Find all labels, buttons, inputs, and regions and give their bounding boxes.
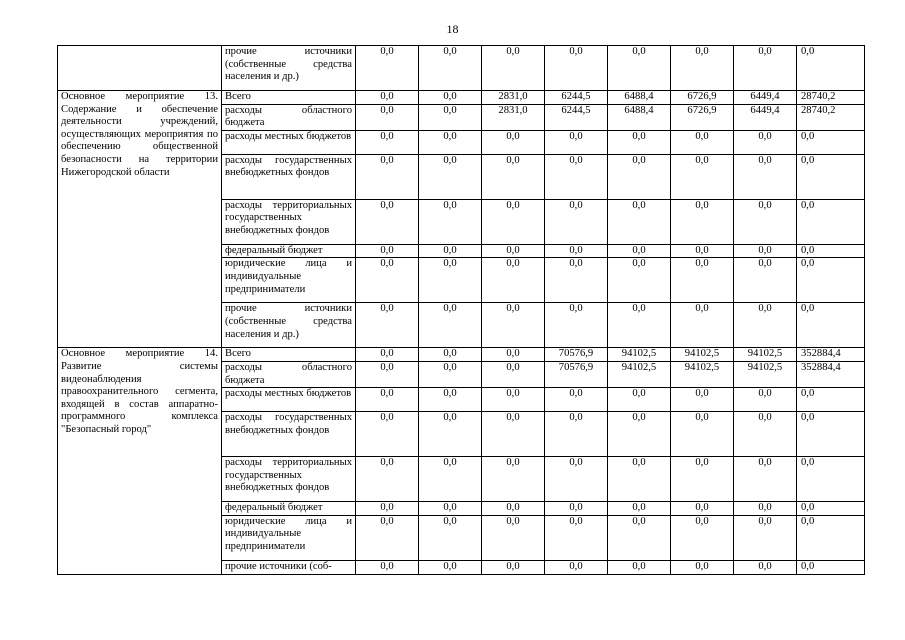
amount-cell: 0,0 [545,502,608,516]
amount-cell: 0,0 [482,130,545,154]
funding-source-cell: расходы местных бюджетов [222,130,356,154]
funding-source-cell: расходы областного бюджета [222,104,356,130]
amount-cell: 0,0 [608,199,671,244]
measure-title-cell: Основное мероприятие 14. Развитие системы видеонаблюдения правоохранительного сегмента, входящей в состав аппаратно-программного комплекса "Безопасный город" [58,348,222,574]
amount-cell: 0,0 [797,457,865,502]
funding-source-cell: расходы территориальных государственных внебюджетных фондов [222,457,356,502]
measure-cell-empty [58,46,222,91]
amount-cell: 0,0 [797,46,865,91]
table-row [58,348,865,362]
amount-cell: 0,0 [419,502,482,516]
amount-cell: 0,0 [482,199,545,244]
amount-cell: 0,0 [671,412,734,457]
amount-cell: 0,0 [356,412,419,457]
amount-cell: 0,0 [356,502,419,516]
amount-cell: 0,0 [671,457,734,502]
amount-cell: 0,0 [608,154,671,199]
amount-cell: 0,0 [419,303,482,348]
amount-cell: 0,0 [734,258,797,303]
amount-cell: 0,0 [734,244,797,258]
funding-source-cell: расходы государственных внебюджетных фондов [222,412,356,457]
amount-cell: 0,0 [482,457,545,502]
amount-cell: 0,0 [482,502,545,516]
funding-source-cell: расходы государственных внебюджетных фондов [222,154,356,199]
amount-cell: 0,0 [545,303,608,348]
table-row [58,46,865,91]
funding-source-cell: прочие источники (собственные средства населения и др.) [222,303,356,348]
amount-cell: 0,0 [608,303,671,348]
amount-cell: 0,0 [608,412,671,457]
measure-title-cell: Основное мероприятие 13. Содержание и обеспечение деятельности учреждений, осуществляющих мероприятия по обеспечению общественной безопасности на территории Нижегородской области [58,91,222,348]
amount-cell: 0,0 [356,348,419,362]
amount-cell: 0,0 [419,388,482,412]
amount-cell: 94102,5 [671,361,734,387]
funding-source-cell: Всего [222,91,356,105]
amount-cell: 70576,9 [545,361,608,387]
amount-cell: 0,0 [608,388,671,412]
amount-cell: 0,0 [797,258,865,303]
amount-cell: 0,0 [356,130,419,154]
amount-cell: 0,0 [356,361,419,387]
amount-cell: 0,0 [608,502,671,516]
amount-cell: 0,0 [356,388,419,412]
amount-cell: 0,0 [608,515,671,560]
amount-cell: 0,0 [734,515,797,560]
amount-cell: 0,0 [545,244,608,258]
amount-cell: 0,0 [797,199,865,244]
amount-cell: 6449,4 [734,91,797,105]
amount-cell: 0,0 [671,244,734,258]
amount-cell: 94102,5 [734,348,797,362]
amount-cell: 0,0 [797,560,865,574]
amount-cell: 0,0 [482,515,545,560]
amount-cell: 0,0 [797,130,865,154]
amount-cell: 0,0 [545,515,608,560]
amount-cell: 0,0 [356,244,419,258]
amount-cell: 0,0 [482,388,545,412]
funding-source-cell: расходы территориальных государственных внебюджетных фондов [222,199,356,244]
amount-cell: 0,0 [734,46,797,91]
amount-cell: 0,0 [797,244,865,258]
amount-cell: 0,0 [356,515,419,560]
amount-cell: 6244,5 [545,91,608,105]
amount-cell: 0,0 [734,199,797,244]
amount-cell: 0,0 [419,457,482,502]
amount-cell: 0,0 [356,199,419,244]
amount-cell: 0,0 [734,502,797,516]
amount-cell: 0,0 [419,560,482,574]
funding-source-cell: прочие источники (соб- [222,560,356,574]
amount-cell: 0,0 [419,46,482,91]
amount-cell: 0,0 [419,130,482,154]
amount-cell: 0,0 [671,515,734,560]
amount-cell: 94102,5 [671,348,734,362]
amount-cell: 0,0 [419,244,482,258]
amount-cell: 6488,4 [608,104,671,130]
amount-cell: 0,0 [482,412,545,457]
amount-cell: 0,0 [419,515,482,560]
amount-cell: 0,0 [797,388,865,412]
amount-cell: 0,0 [734,457,797,502]
amount-cell: 0,0 [734,388,797,412]
amount-cell: 6244,5 [545,104,608,130]
page-number: 18 [446,22,459,36]
funding-source-cell: расходы местных бюджетов [222,388,356,412]
amount-cell: 0,0 [419,154,482,199]
amount-cell: 6726,9 [671,104,734,130]
amount-cell: 0,0 [356,154,419,199]
amount-cell: 0,0 [734,130,797,154]
amount-cell: 94102,5 [608,348,671,362]
amount-cell: 0,0 [608,244,671,258]
amount-cell: 70576,9 [545,348,608,362]
amount-cell: 0,0 [545,46,608,91]
amount-cell: 0,0 [671,560,734,574]
amount-cell: 0,0 [545,154,608,199]
amount-cell: 0,0 [608,560,671,574]
amount-cell: 0,0 [356,560,419,574]
amount-cell: 0,0 [482,244,545,258]
amount-cell: 0,0 [608,130,671,154]
amount-cell: 0,0 [734,303,797,348]
amount-cell: 6449,4 [734,104,797,130]
amount-cell: 0,0 [545,130,608,154]
amount-cell: 0,0 [608,46,671,91]
amount-cell: 0,0 [356,104,419,130]
amount-cell: 0,0 [671,46,734,91]
funding-table [57,45,865,575]
amount-cell: 0,0 [356,46,419,91]
amount-cell: 2831,0 [482,91,545,105]
amount-cell: 352884,4 [797,348,865,362]
amount-cell: 0,0 [356,457,419,502]
funding-source-cell: прочие источники (собственные средства населения и др.) [222,46,356,91]
amount-cell: 0,0 [419,91,482,105]
funding-source-cell: Всего [222,348,356,362]
amount-cell: 28740,2 [797,104,865,130]
amount-cell: 0,0 [545,388,608,412]
table-row [58,91,865,105]
amount-cell: 0,0 [482,361,545,387]
amount-cell: 0,0 [671,388,734,412]
amount-cell: 0,0 [482,303,545,348]
amount-cell: 0,0 [545,199,608,244]
amount-cell: 0,0 [482,258,545,303]
amount-cell: 0,0 [671,199,734,244]
amount-cell: 0,0 [419,361,482,387]
amount-cell: 0,0 [797,515,865,560]
amount-cell: 0,0 [671,303,734,348]
amount-cell: 0,0 [545,258,608,303]
amount-cell: 0,0 [734,154,797,199]
amount-cell: 0,0 [356,91,419,105]
funding-source-cell: федеральный бюджет [222,502,356,516]
amount-cell: 0,0 [608,258,671,303]
amount-cell: 0,0 [419,258,482,303]
amount-cell: 0,0 [671,130,734,154]
amount-cell: 0,0 [608,457,671,502]
amount-cell: 0,0 [545,412,608,457]
amount-cell: 0,0 [356,303,419,348]
amount-cell: 352884,4 [797,361,865,387]
amount-cell: 0,0 [419,104,482,130]
funding-source-cell: юридические лица и индивидуальные предприниматели [222,515,356,560]
amount-cell: 0,0 [671,154,734,199]
amount-cell: 0,0 [356,258,419,303]
amount-cell: 0,0 [797,303,865,348]
amount-cell: 94102,5 [734,361,797,387]
amount-cell: 6488,4 [608,91,671,105]
amount-cell: 28740,2 [797,91,865,105]
amount-cell: 0,0 [482,154,545,199]
amount-cell: 0,0 [419,199,482,244]
funding-source-cell: федеральный бюджет [222,244,356,258]
amount-cell: 0,0 [419,412,482,457]
funding-source-cell: расходы областного бюджета [222,361,356,387]
amount-cell: 2831,0 [482,104,545,130]
amount-cell: 0,0 [545,560,608,574]
amount-cell: 0,0 [797,154,865,199]
amount-cell: 0,0 [482,560,545,574]
amount-cell: 0,0 [797,502,865,516]
amount-cell: 6726,9 [671,91,734,105]
amount-cell: 0,0 [482,46,545,91]
amount-cell: 0,0 [419,348,482,362]
amount-cell: 0,0 [671,258,734,303]
amount-cell: 0,0 [734,412,797,457]
amount-cell: 0,0 [734,560,797,574]
amount-cell: 0,0 [482,348,545,362]
funding-source-cell: юридические лица и индивидуальные предприниматели [222,258,356,303]
funding-table-body [58,46,865,575]
amount-cell: 94102,5 [608,361,671,387]
amount-cell: 0,0 [671,502,734,516]
amount-cell: 0,0 [797,412,865,457]
amount-cell: 0,0 [545,457,608,502]
